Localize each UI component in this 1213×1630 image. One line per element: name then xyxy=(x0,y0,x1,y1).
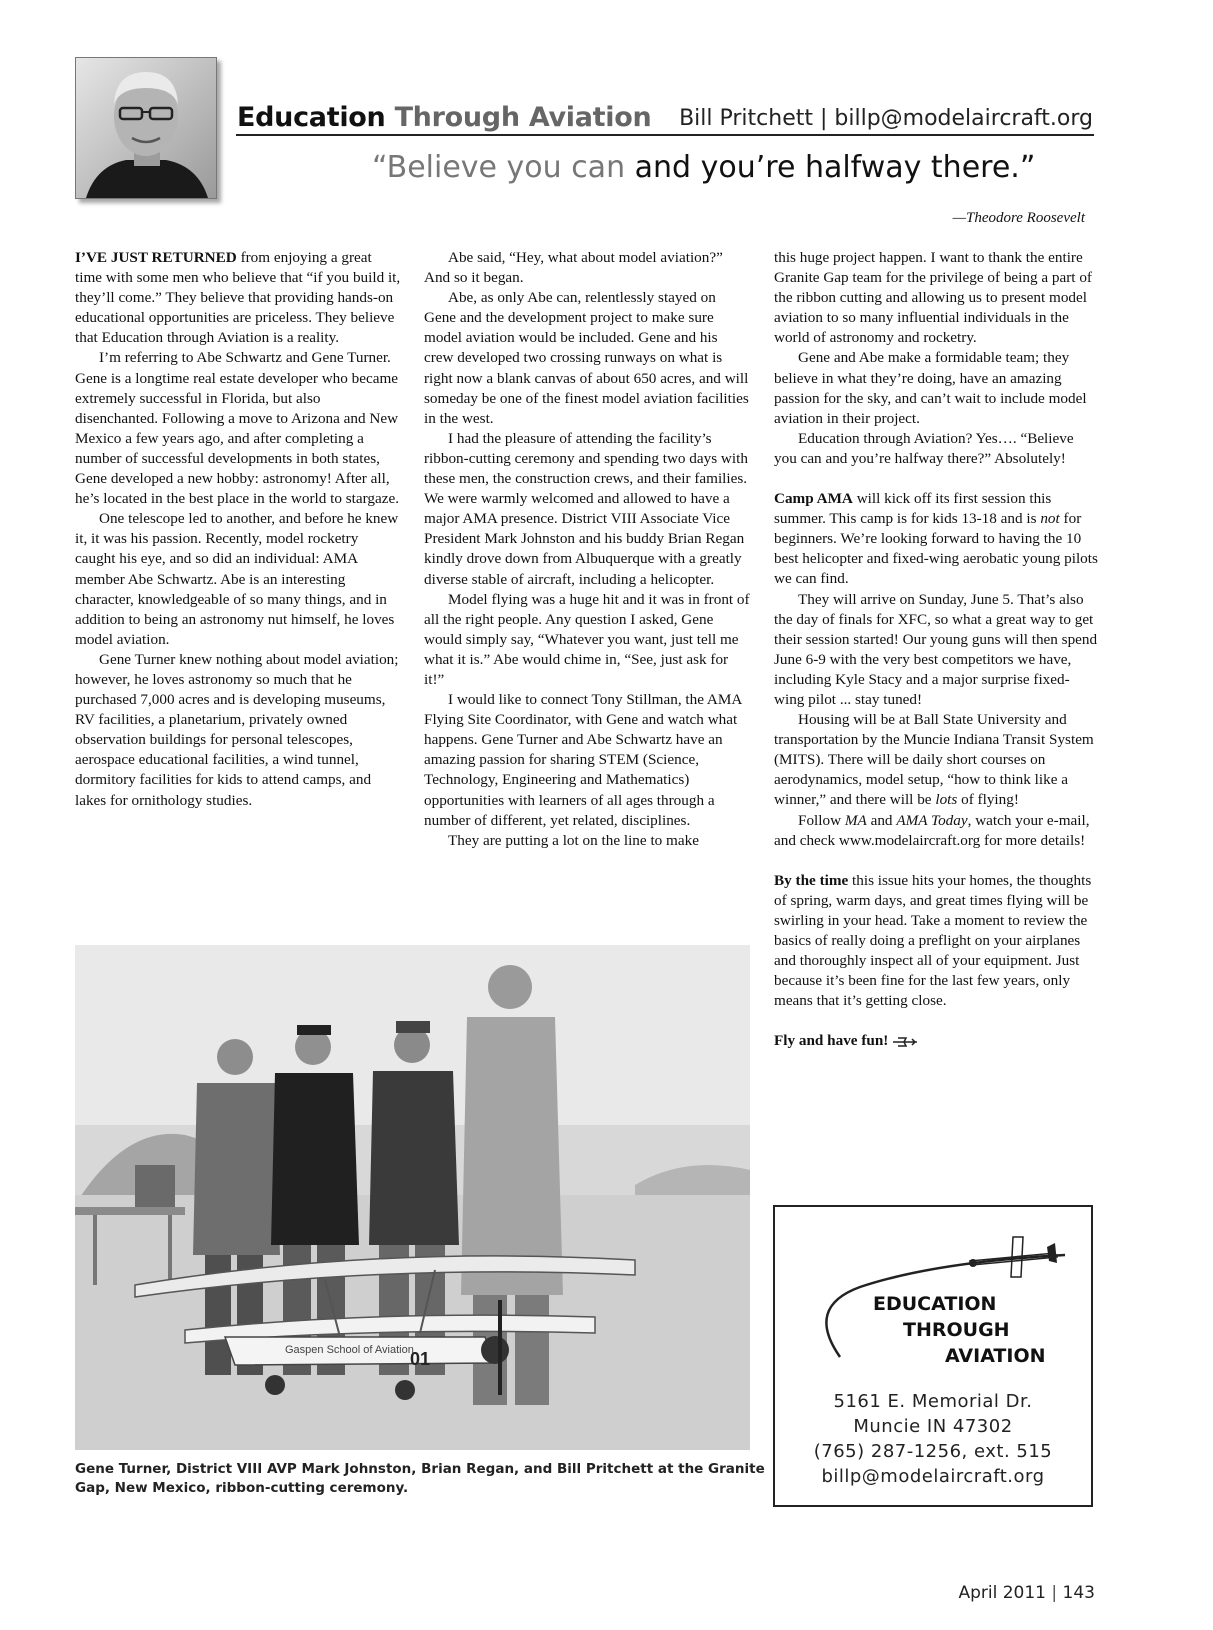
ad-line-education: EDUCATION xyxy=(873,1293,997,1315)
pull-quote xyxy=(372,150,1035,185)
lead-in: Camp AMA xyxy=(774,490,853,508)
sign-off: Fly and have fun! xyxy=(774,1031,1100,1051)
header-rule xyxy=(236,134,1094,136)
paragraph-by-the-time: By the time this issue hits your homes, the thoughts of spring, warm days, and great times flying will be swirling in your head. Take a moment to review the basics of really doing a preflight on your airplanes and thoroughly inspect all of your equipment. Just because it’s been fine for the last few years, only means that it’s getting close. xyxy=(774,871,1092,1010)
paragraph: Abe said, “Hey, what about model aviation?” And so it began. xyxy=(424,249,723,287)
paragraph: Housing will be at Ball State University and transportation by the Muncie Indiana Transit System (MITS). There will be daily short courses on aerodynamics, model setup, “how to think like a winner,” and there will be lots of flying! xyxy=(774,711,1094,809)
article-column-2 xyxy=(424,248,750,851)
column-title xyxy=(237,102,651,133)
ad-email[interactable]: billp@modelaircraft.org xyxy=(821,1466,1045,1487)
group-photo xyxy=(75,945,750,1450)
paragraph: Model flying was a huge hit and it was in front of all the right people. Any question I asked, Gene would simply say, “Whatever you want, just tell me what it is.” Abe would chime in, “See, just ask for it!” xyxy=(424,590,750,688)
article-column-3 xyxy=(774,248,1100,1051)
article-column-1 xyxy=(75,248,401,811)
author-portrait xyxy=(75,57,217,199)
lead-in: By the time xyxy=(774,871,849,889)
paragraph: One telescope led to another, and before he knew it, it was his passion. Recently, model rocketry caught his eye, and so did an individual: AMA member Abe Schwartz. Abe is an interesting character, knowledgeable of so many things, and in addition to being an astronomy nut himself, he loves model aviation. xyxy=(75,510,399,648)
ad-line-through: THROUGH xyxy=(903,1319,1010,1341)
lead-in: I’VE JUST RETURNED xyxy=(75,249,237,266)
paragraph: I had the pleasure of attending the facility’s ribbon-cutting ceremony and spending two days with these men, the construction crews, and their families. We were warmly welcomed and allowed to have a major AMA presence. District VIII Associate Vice President Mark Johnston and his buddy Brian Regan kindly drove down from Albuquerque with a greatly diverse stable of aircraft, including a helicopter. xyxy=(424,429,748,588)
paragraph-camp-ama: Camp AMA will kick off its first session this summer. This camp is for kids 13-18 and is not for beginners. We’re looking forward to having the 10 best helicopter and fixed-wing aerobatic young pilots we can find. xyxy=(774,490,1098,588)
quote-part2: and you’re halfway there.” xyxy=(634,150,1036,185)
paragraph: Follow MA and AMA Today, watch your e-mail, and check www.modelaircraft.org for more details! xyxy=(774,811,1090,849)
paragraph: Education through Aviation? Yes…. “Believe you can and you’re halfway there?” Absolutely! xyxy=(774,429,1074,467)
plane-text: Gaspen School of Aviation xyxy=(285,1344,414,1356)
author-byline: Bill Pritchett | billp@modelaircraft.org xyxy=(679,106,1093,131)
issue-date: April 2011 xyxy=(958,1583,1046,1603)
ad-address-city: Muncie IN 47302 xyxy=(853,1416,1013,1437)
ad-phone: (765) 287-1256, ext. 515 xyxy=(813,1441,1053,1462)
paragraph: They are putting a lot on the line to make xyxy=(448,831,699,849)
paragraph: I would like to connect Tony Stillman, the AMA Flying Site Coordinator, with Gene and watch what happens. Gene Turner and Abe Schwartz have an amazing passion for sharing STEM (Science, Technology, Engineering and Mathematics) opportunities with learners of all ages through a number of different, yet related, disciplines. xyxy=(424,691,742,829)
page-footer: April 2011 | 143 xyxy=(958,1583,1095,1603)
photo-caption: Gene Turner, District VIII AVP Mark Johnston, Brian Regan, and Bill Pritchett at the Granite Gap, New Mexico, ribbon-cutting ceremony. xyxy=(75,1461,765,1496)
education-through-aviation-ad xyxy=(773,1205,1093,1507)
title-part-education: Education xyxy=(237,102,386,133)
paragraph: Gene and Abe make a formidable team; they believe in what they’re doing, have an amazing passion for the sky, and can’t wait to include model aviation in their project. xyxy=(774,349,1087,427)
paragraph: I’m referring to Abe Schwartz and Gene Turner. Gene is a longtime real estate developer who became extremely successful in Florida, but also disenchanted. Following a move to Arizona and New Mexico a few years ago, and after completing a number of successful developments in both states, Gene developed a new hobby: astronomy! After all, he’s located in the best place in the world to stargaze. xyxy=(75,349,400,508)
title-part-through-aviation: Through Aviation xyxy=(394,102,652,133)
page-number: 143 xyxy=(1062,1583,1095,1603)
quote-attribution: —Theodore Roosevelt xyxy=(952,210,1085,226)
paragraph: this huge project happen. I want to thank the entire Granite Gap team for the privilege of being a part of the ribbon cutting and allowing us to present model aviation to so many influential individuals in the world of astronomy and rocketry. xyxy=(774,249,1092,347)
ad-line-aviation: AVIATION xyxy=(945,1345,1046,1367)
plane-number: 01 xyxy=(410,1349,431,1369)
quote-part1: “Believe you can xyxy=(372,150,626,185)
paragraph: Gene Turner knew nothing about model aviation; however, he loves astronomy so much that he purchased 7,000 acres and is developing museums, RV facilities, a planetarium, privately owned observation buildings for personal telescopes, aerospace educational facilities, a wind tunnel, dormitory facilities for kids to attend camps, and lakes for ornithology studies. xyxy=(75,650,399,809)
paragraph: Abe, as only Abe can, relentlessly stayed on Gene and the development project to make sure model aviation would be included. Gene and his crew developed two crossing runways on what is right now a blank canvas of about 650 acres, and will someday be one of the finest model aviation facilities in the west. xyxy=(424,289,749,427)
paragraph: I’VE JUST RETURNED from enjoying a great time with some men who believe that “if you build it, they’ll come.” They believe that providing hands-on educational opportunities are priceless. They believe that Education through Aviation is a reality. xyxy=(75,249,401,347)
paragraph: They will arrive on Sunday, June 5. That’s also the day of finals for XFC, so what a great way to get their session started! Our young guns will then spend June 6-9 with the very best competitors we have, including Kyle Stacy and a major surprise fixed-wing pilot ... stay tuned! xyxy=(774,590,1098,708)
end-mark-plane-icon xyxy=(892,1036,918,1048)
ad-address-street: 5161 E. Memorial Dr. xyxy=(833,1391,1033,1412)
